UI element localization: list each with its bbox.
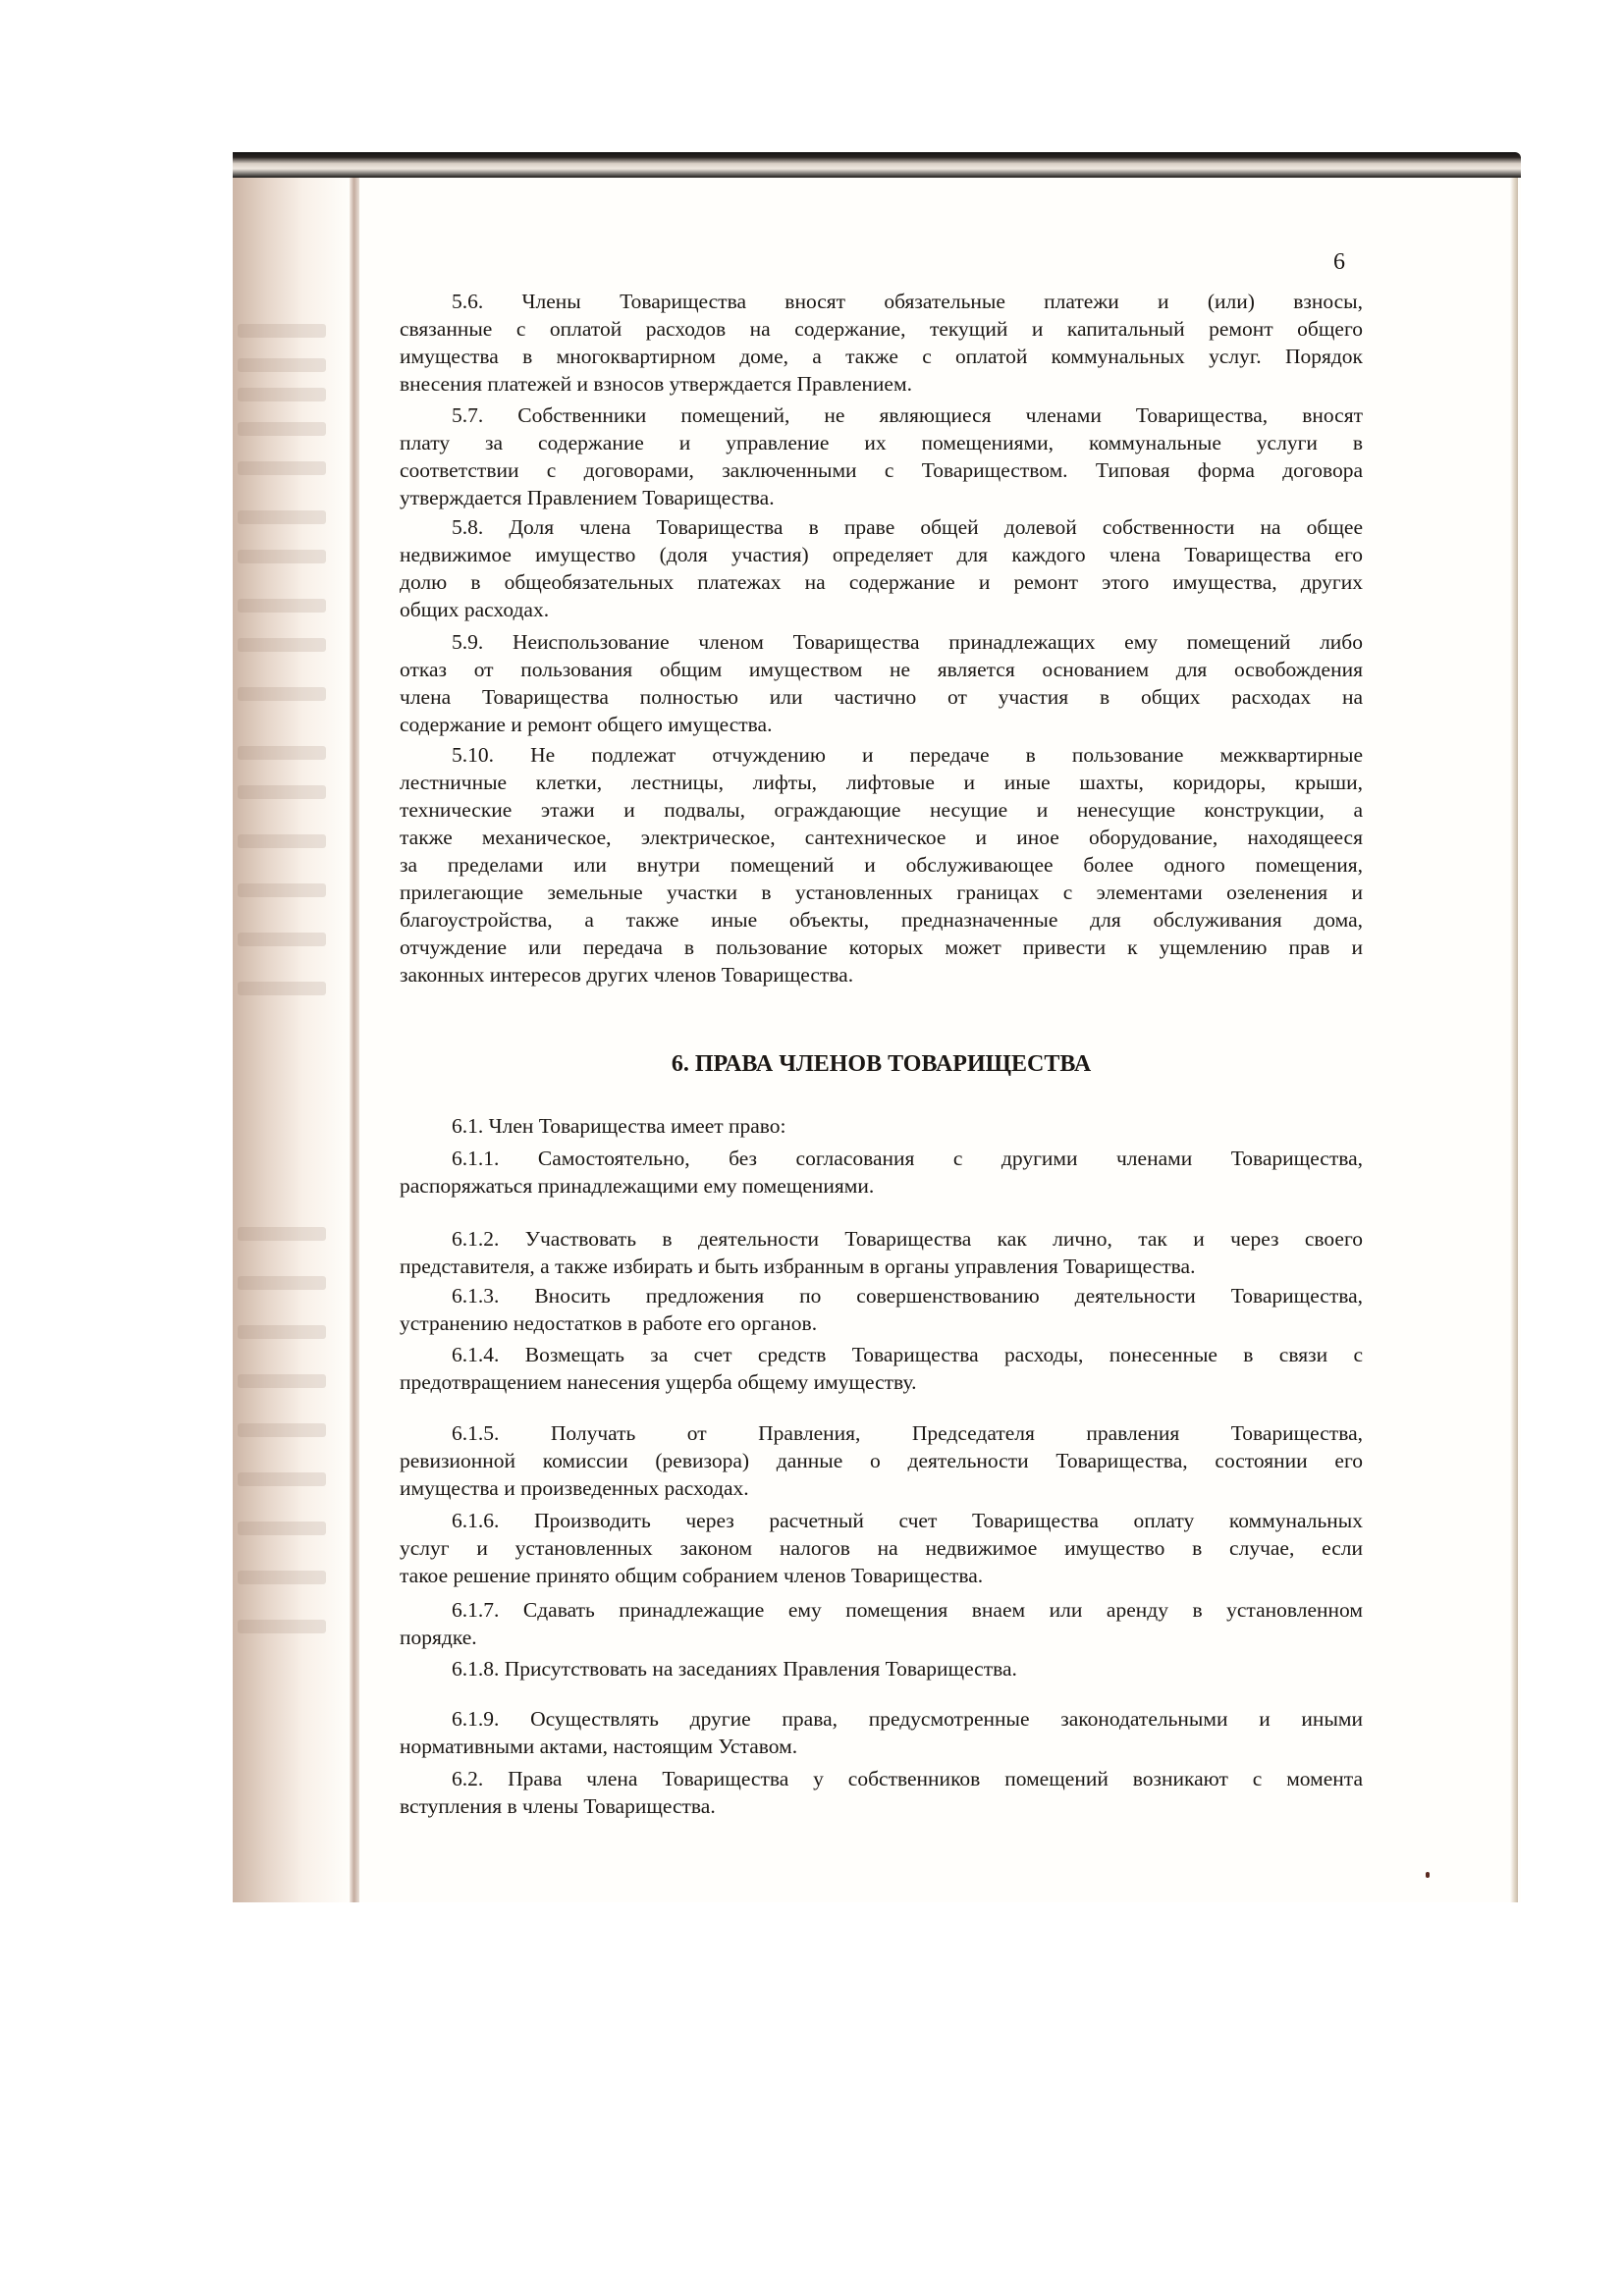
paragraph-6-1-9 — [400, 1705, 1363, 1760]
text-line: отказ от пользования общим имуществом не является основанием для освобождения — [400, 658, 1363, 681]
text-line: законных интересов других членов Товарищества. — [400, 963, 854, 987]
text-line: 6.1.9. Осуществлять другие права, предусмотренные законодательными и иными — [452, 1707, 1363, 1731]
text-line: соответствии с договорами, заключенными с Товариществом. Типовая форма договора — [400, 458, 1363, 482]
paragraph-6-1-6 — [400, 1507, 1363, 1589]
paragraph-5-9 — [400, 628, 1363, 738]
bleed-through-mark — [238, 358, 326, 372]
paragraph-5-8 — [400, 513, 1363, 623]
text-line: предотвращением нанесения ущерба общему имуществу. — [400, 1370, 917, 1394]
text-line: члена Товарищества полностью или частично от участия в общих расходах на — [400, 685, 1363, 709]
bleed-through-mark — [238, 1522, 326, 1535]
bleed-through-mark — [238, 1325, 326, 1339]
text-line: 6.2. Права члена Товарищества у собственников помещений возникают с момента — [452, 1767, 1363, 1790]
paragraph-6-1-4 — [400, 1341, 1363, 1396]
binding-margin-shadow — [233, 178, 351, 1902]
text-line: 5.10. Не подлежат отчуждению и передаче в пользование межквартирные — [452, 743, 1363, 767]
bleed-through-mark — [238, 1472, 326, 1486]
text-line: 6.1.6. Производить через расчетный счет Товарищества оплату коммунальных — [452, 1509, 1363, 1532]
paragraph-6-1-5 — [400, 1419, 1363, 1502]
ink-speck — [1426, 1872, 1430, 1878]
bleed-through-mark — [238, 324, 326, 338]
text-line: 6.1.1. Самостоятельно, без согласования с другими членами Товарищества, — [452, 1147, 1363, 1170]
bleed-through-mark — [238, 933, 326, 946]
paragraph-6-1-1 — [400, 1145, 1363, 1200]
bleed-through-mark — [238, 599, 326, 613]
bleed-through-mark — [238, 510, 326, 524]
bleed-through-mark — [238, 550, 326, 563]
text-line: плату за содержание и управление их помещениями, коммунальные услуги в — [400, 431, 1363, 454]
text-line: порядке. — [400, 1626, 477, 1649]
paragraph-5-7 — [400, 401, 1363, 511]
bleed-through-mark — [238, 1276, 326, 1290]
bleed-through-mark — [238, 638, 326, 652]
bleed-through-mark — [238, 834, 326, 848]
bleed-through-mark — [238, 687, 326, 701]
bleed-through-mark — [238, 1571, 326, 1584]
text-line: имущества и произведенных расходах. — [400, 1476, 749, 1500]
text-line: 5.7. Собственники помещений, не являющиеся членами Товарищества, вносят — [452, 403, 1363, 427]
text-line: 6.1.8. Присутствовать на заседаниях Правления Товарищества. — [452, 1657, 1017, 1681]
bleed-through-mark — [238, 1423, 326, 1437]
text-line: благоустройства, а также иные объекты, предназначенные для обслуживания дома, — [400, 908, 1363, 932]
bleed-through-mark — [238, 1620, 326, 1633]
text-line: внесения платежей и взносов утверждается Правлением. — [400, 372, 912, 396]
paragraph-6-2 — [400, 1765, 1363, 1820]
paragraph-6-1-7 — [400, 1596, 1363, 1651]
text-line: 6.1.3. Вносить предложения по совершенствованию деятельности Товарищества, — [452, 1284, 1363, 1308]
text-line: такое решение принято общим собранием членов Товарищества. — [400, 1564, 984, 1587]
paragraph-6-1 — [400, 1112, 1363, 1140]
paragraph-5-6 — [400, 288, 1363, 398]
text-line: вступления в члены Товарищества. — [400, 1794, 716, 1818]
text-line: 6.1.4. Возмещать за счет средств Товарищества расходы, понесенные в связи с — [452, 1343, 1363, 1366]
text-line: 5.6. Члены Товарищества вносят обязательные платежи и (или) взносы, — [452, 290, 1363, 313]
paragraph-6-1-3 — [400, 1282, 1363, 1337]
bleed-through-mark — [238, 982, 326, 995]
section-heading: 6. ПРАВА ЧЛЕНОВ ТОВАРИЩЕСТВА — [671, 1051, 1092, 1077]
page-fold-line — [350, 178, 359, 1902]
text-line: отчуждение или передача в пользование которых может привести к ущемлению прав и — [400, 935, 1363, 959]
text-line: также механическое, электрическое, сантехническое и иное оборудование, находящееся — [400, 826, 1363, 849]
page-top-edge — [233, 152, 1521, 178]
text-line: распоряжаться принадлежащими ему помещениями. — [400, 1174, 875, 1198]
text-line: содержание и ремонт общего имущества. — [400, 713, 773, 736]
text-line: за пределами или внутри помещений и обслуживающее более одного помещения, — [400, 853, 1363, 877]
bleed-through-mark — [238, 388, 326, 401]
page-number: 6 — [1333, 249, 1345, 275]
text-line: 6.1.7. Сдавать принадлежащие ему помещения внаем или аренду в установленном — [452, 1598, 1363, 1622]
text-line: услуг и установленных законом налогов на недвижимое имущество в случае, если — [400, 1536, 1363, 1560]
bleed-through-mark — [238, 1227, 326, 1241]
bleed-through-mark — [238, 1374, 326, 1388]
page-right-edge — [1510, 178, 1518, 1902]
text-line: прилегающие земельные участки в установленных границах с элементами озеленения и — [400, 881, 1363, 904]
text-line: утверждается Правлением Товарищества. — [400, 486, 775, 509]
text-line: 5.9. Неиспользование членом Товарищества принадлежащих ему помещений либо — [452, 630, 1363, 654]
text-line: 5.8. Доля члена Товарищества в праве общей долевой собственности на общее — [452, 515, 1363, 539]
text-line: ревизионной комиссии (ревизора) данные о деятельности Товарищества, состоянии его — [400, 1449, 1363, 1472]
bleed-through-mark — [238, 883, 326, 897]
text-line: представителя, а также избирать и быть избранным в органы управления Товарищества. — [400, 1255, 1196, 1278]
text-line: 6.1.2. Участвовать в деятельности Товарищества как лично, так и через своего — [452, 1227, 1363, 1251]
text-line: долю в общеобязательных платежах на содержание и ремонт этого имущества, других — [400, 570, 1363, 594]
bleed-through-mark — [238, 746, 326, 760]
text-line: связанные с оплатой расходов на содержание, текущий и капитальный ремонт общего — [400, 317, 1363, 341]
text-line: имущества в многоквартирном доме, а также с оплатой коммунальных услуг. Порядок — [400, 345, 1363, 368]
paragraph-6-1-8 — [400, 1655, 1363, 1682]
paragraph-5-10 — [400, 741, 1363, 988]
text-line: 6.1.5. Получать от Правления, Председателя правления Товарищества, — [452, 1421, 1363, 1445]
text-line: общих расходах. — [400, 598, 550, 621]
text-line: нормативными актами, настоящим Уставом. — [400, 1735, 798, 1758]
text-line: 6.1. Член Товарищества имеет право: — [452, 1114, 786, 1138]
text-line: недвижимое имущество (доля участия) определяет для каждого члена Товарищества его — [400, 543, 1363, 566]
bleed-through-mark — [238, 422, 326, 436]
paragraph-6-1-2 — [400, 1225, 1363, 1280]
bleed-through-mark — [238, 461, 326, 475]
text-line: устранению недостатков в работе его органов. — [400, 1311, 818, 1335]
bleed-through-mark — [238, 785, 326, 799]
text-line: технические этажи и подвалы, ограждающие несущие и ненесущие конструкции, а — [400, 798, 1363, 822]
text-line: лестничные клетки, лестницы, лифты, лифтовые и иные шахты, коридоры, крыши, — [400, 771, 1363, 794]
